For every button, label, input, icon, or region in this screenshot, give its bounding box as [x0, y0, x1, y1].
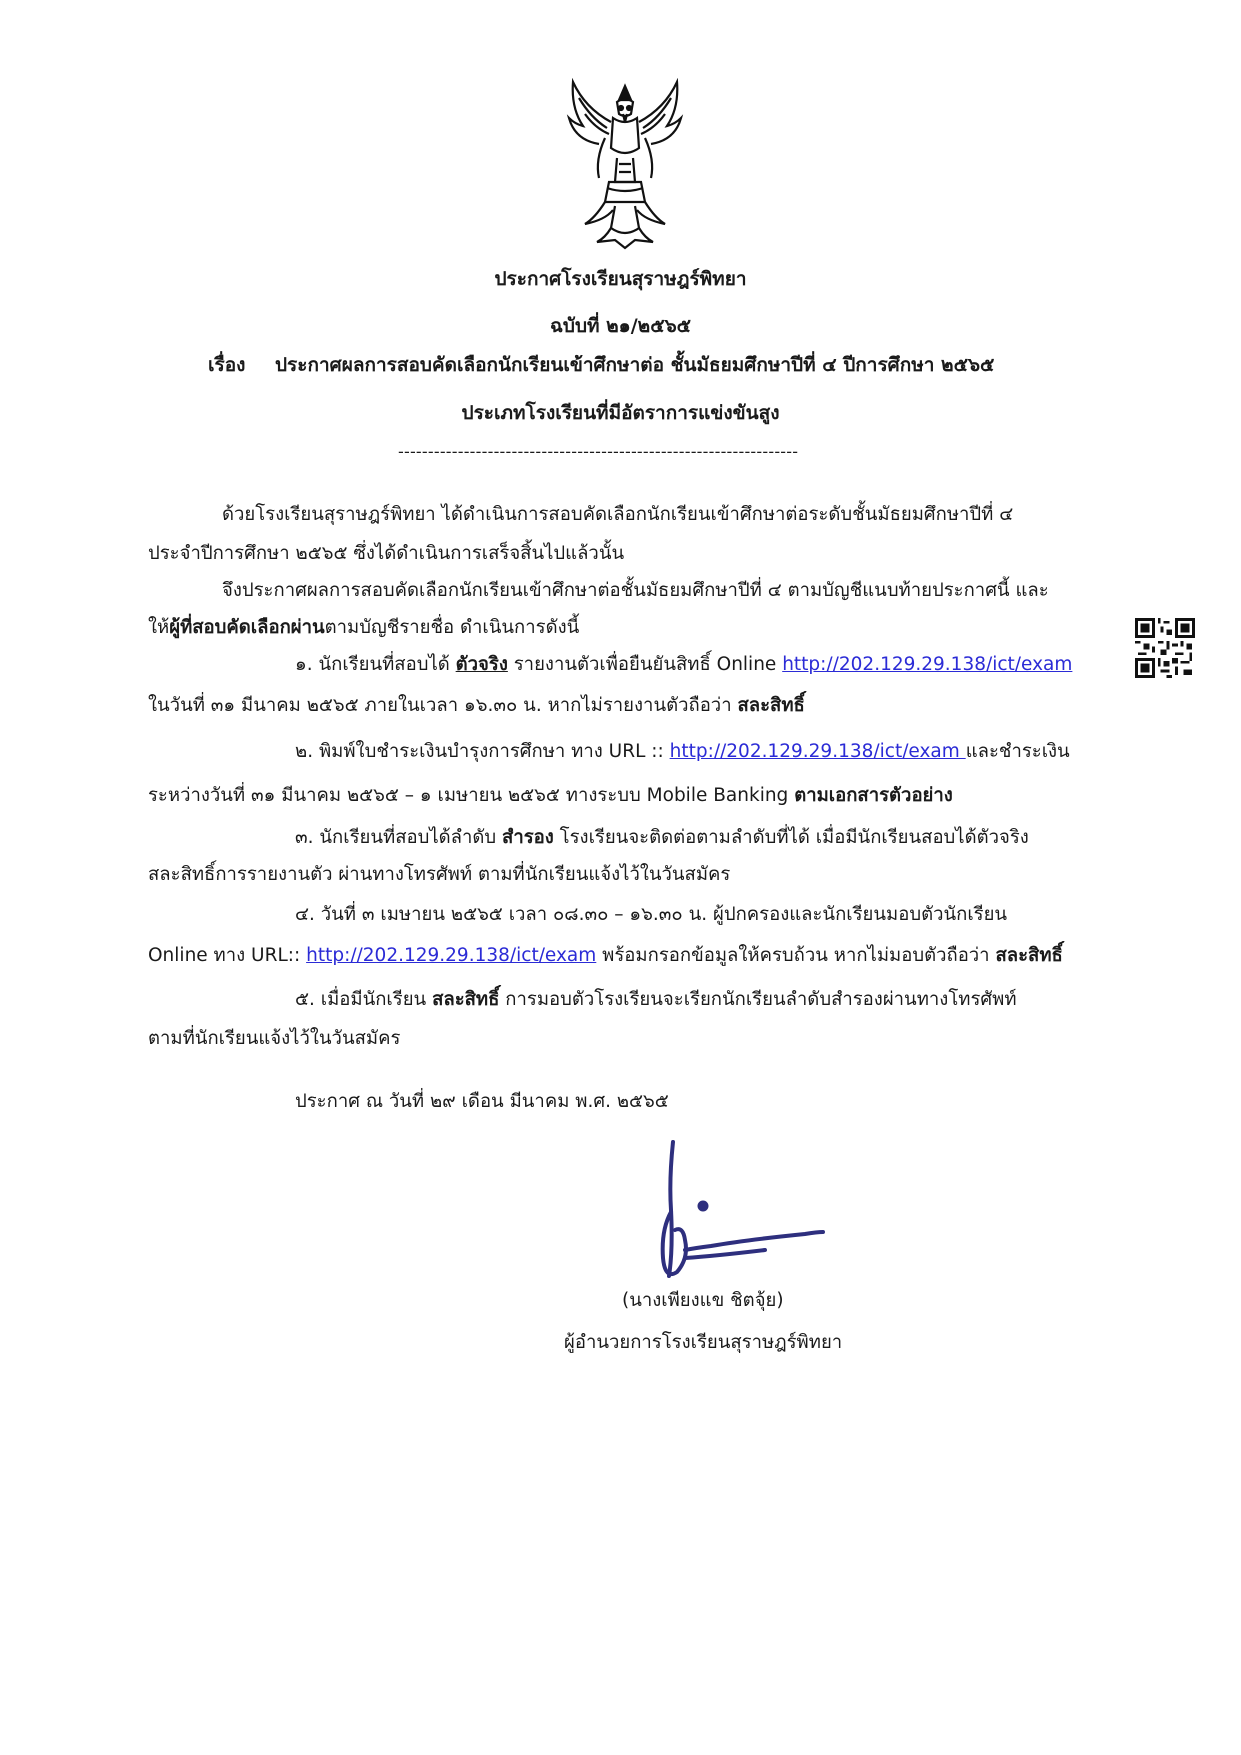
text-segment: ๒. พิมพ์ใบชำระเงินบำรุงการศึกษา ทาง URL :: [295, 741, 670, 762]
signer-position: ผู้อำนวยการโรงเรียนสุราษฎร์พิทยา [564, 1332, 843, 1353]
paragraph-2-line-2 [148, 619, 579, 638]
item-3-line-2: สละสิทธิ์การรายงานตัว ผ่านทางโทรศัพท์ ตามที่นักเรียนแจ้งไว้ในวันสมัคร [148, 864, 731, 885]
item-2-line-1 [295, 743, 1070, 762]
text-segment: Online ทาง URL:: [148, 945, 307, 966]
text-segment: ให้ [148, 617, 170, 638]
subject-text: ประกาศผลการสอบคัดเลือกนักเรียนเข้าศึกษาต่อ ชั้นมัธยมศึกษาปีที่ ๔ ปีการศึกษา ๒๕๖๕ [275, 354, 995, 376]
item-4-line-1: ๔. วันที่ ๓ เมษายน ๒๕๖๕ เวลา ๐๘.๓๐ – ๑๖.๓๐ น. ผู้ปกครองและนักเรียนมอบตัวนักเรียน [295, 904, 1008, 925]
bold-segment: ตามเอกสารตัวอย่าง [794, 785, 953, 806]
bold-underline-segment: ตัวจริง [455, 654, 508, 675]
qr-code-icon[interactable] [1135, 618, 1195, 678]
announcement-title: ประกาศโรงเรียนสุราษฎร์พิทยา [494, 268, 747, 290]
text-segment: พร้อมกรอกข้อมูลให้ครบถ้วน หากไม่มอบตัวถือว่า [596, 945, 996, 966]
item-1-line-2 [148, 697, 805, 716]
text-segment: การมอบตัวโรงเรียนจะเรียกนักเรียนลำดับสำรองผ่านทางโทรศัพท์ [499, 989, 1017, 1010]
bold-segment: สละสิทธิ์ [432, 989, 500, 1010]
text-segment: และชำระเงิน [965, 741, 1070, 762]
paragraph-1-line-1: ด้วยโรงเรียนสุราษฎร์พิทยา ได้ดำเนินการสอบคัดเลือกนักเรียนเข้าศึกษาต่อระดับชั้นมัธยมศึกษาปีที่ ๔ [222, 504, 1014, 525]
bold-segment: ผู้ที่สอบคัดเลือกผ่าน [169, 617, 325, 638]
announce-date: ประกาศ ณ วันที่ ๒๙ เดือน มีนาคม พ.ศ. ๒๕๖๕ [295, 1091, 669, 1112]
bold-segment: สละสิทธิ์ [995, 945, 1063, 966]
report-link[interactable]: http://202.129.29.138/ict/exam [306, 945, 597, 966]
text-segment: ๓. นักเรียนที่สอบได้ลำดับ [295, 827, 503, 848]
garuda-emblem-icon [565, 78, 685, 253]
item-5-line-2: ตามที่นักเรียนแจ้งไว้ในวันสมัคร [148, 1028, 401, 1049]
text-segment: โรงเรียนจะติดต่อตามลำดับที่ได้ เมื่อมีนักเรียนสอบได้ตัวจริง [553, 827, 1029, 848]
paragraph-2-line-1: จึงประกาศผลการสอบคัดเลือกนักเรียนเข้าศึกษาต่อชั้นมัธยมศึกษาปีที่ ๔ ตามบัญชีแนบท้ายประกาศนี้ และ [222, 580, 1049, 601]
payment-link[interactable]: http://202.129.29.138/ict/exam [669, 741, 966, 762]
subject-line-2: ประเภทโรงเรียนที่มีอัตราการแข่งขันสูง [461, 402, 780, 424]
text-segment: ระหว่างวันที่ ๓๑ มีนาคม ๒๕๖๕ – ๑ เมษายน ๒๕๖๕ ทางระบบ Mobile Banking [148, 785, 795, 806]
text-segment: รายงานตัวเพื่อยืนยันสิทธิ์ Online [507, 654, 783, 675]
paragraph-1-line-2: ประจำปีการศึกษา ๒๕๖๕ ซึ่งได้ดำเนินการเสร็จสิ้นไปแล้วนั้น [148, 543, 625, 564]
text-segment: ตามบัญชีรายชื่อ ดำเนินการดังนี้ [324, 617, 580, 638]
text-segment: ในวันที่ ๓๑ มีนาคม ๒๕๖๕ ภายในเวลา ๑๖.๓๐ น. หากไม่รายงานตัวถือว่า [148, 695, 738, 716]
item-3-line-1 [295, 829, 1029, 848]
exam-link[interactable]: http://202.129.29.138/ict/exam [782, 654, 1073, 675]
bold-segment: สละสิทธิ์ [737, 695, 805, 716]
item-1-line-1 [295, 656, 1072, 675]
item-5-line-1 [295, 991, 1017, 1010]
item-4-line-2 [148, 947, 1063, 966]
subject-label: เรื่อง [208, 354, 246, 376]
text-segment: ๕. เมื่อมีนักเรียน [295, 989, 433, 1010]
bold-segment: สำรอง [502, 827, 554, 848]
divider: ------------------------------------------------------------------- [398, 442, 799, 461]
text-segment: ๑. นักเรียนที่สอบได้ [295, 654, 456, 675]
announcement-number: ฉบับที่ ๒๑/๒๕๖๕ [549, 315, 692, 337]
item-2-line-2 [148, 787, 953, 806]
signer-name: (นางเพียงแข ชิตจุ้ย) [622, 1290, 784, 1311]
signature-icon [655, 1140, 830, 1285]
